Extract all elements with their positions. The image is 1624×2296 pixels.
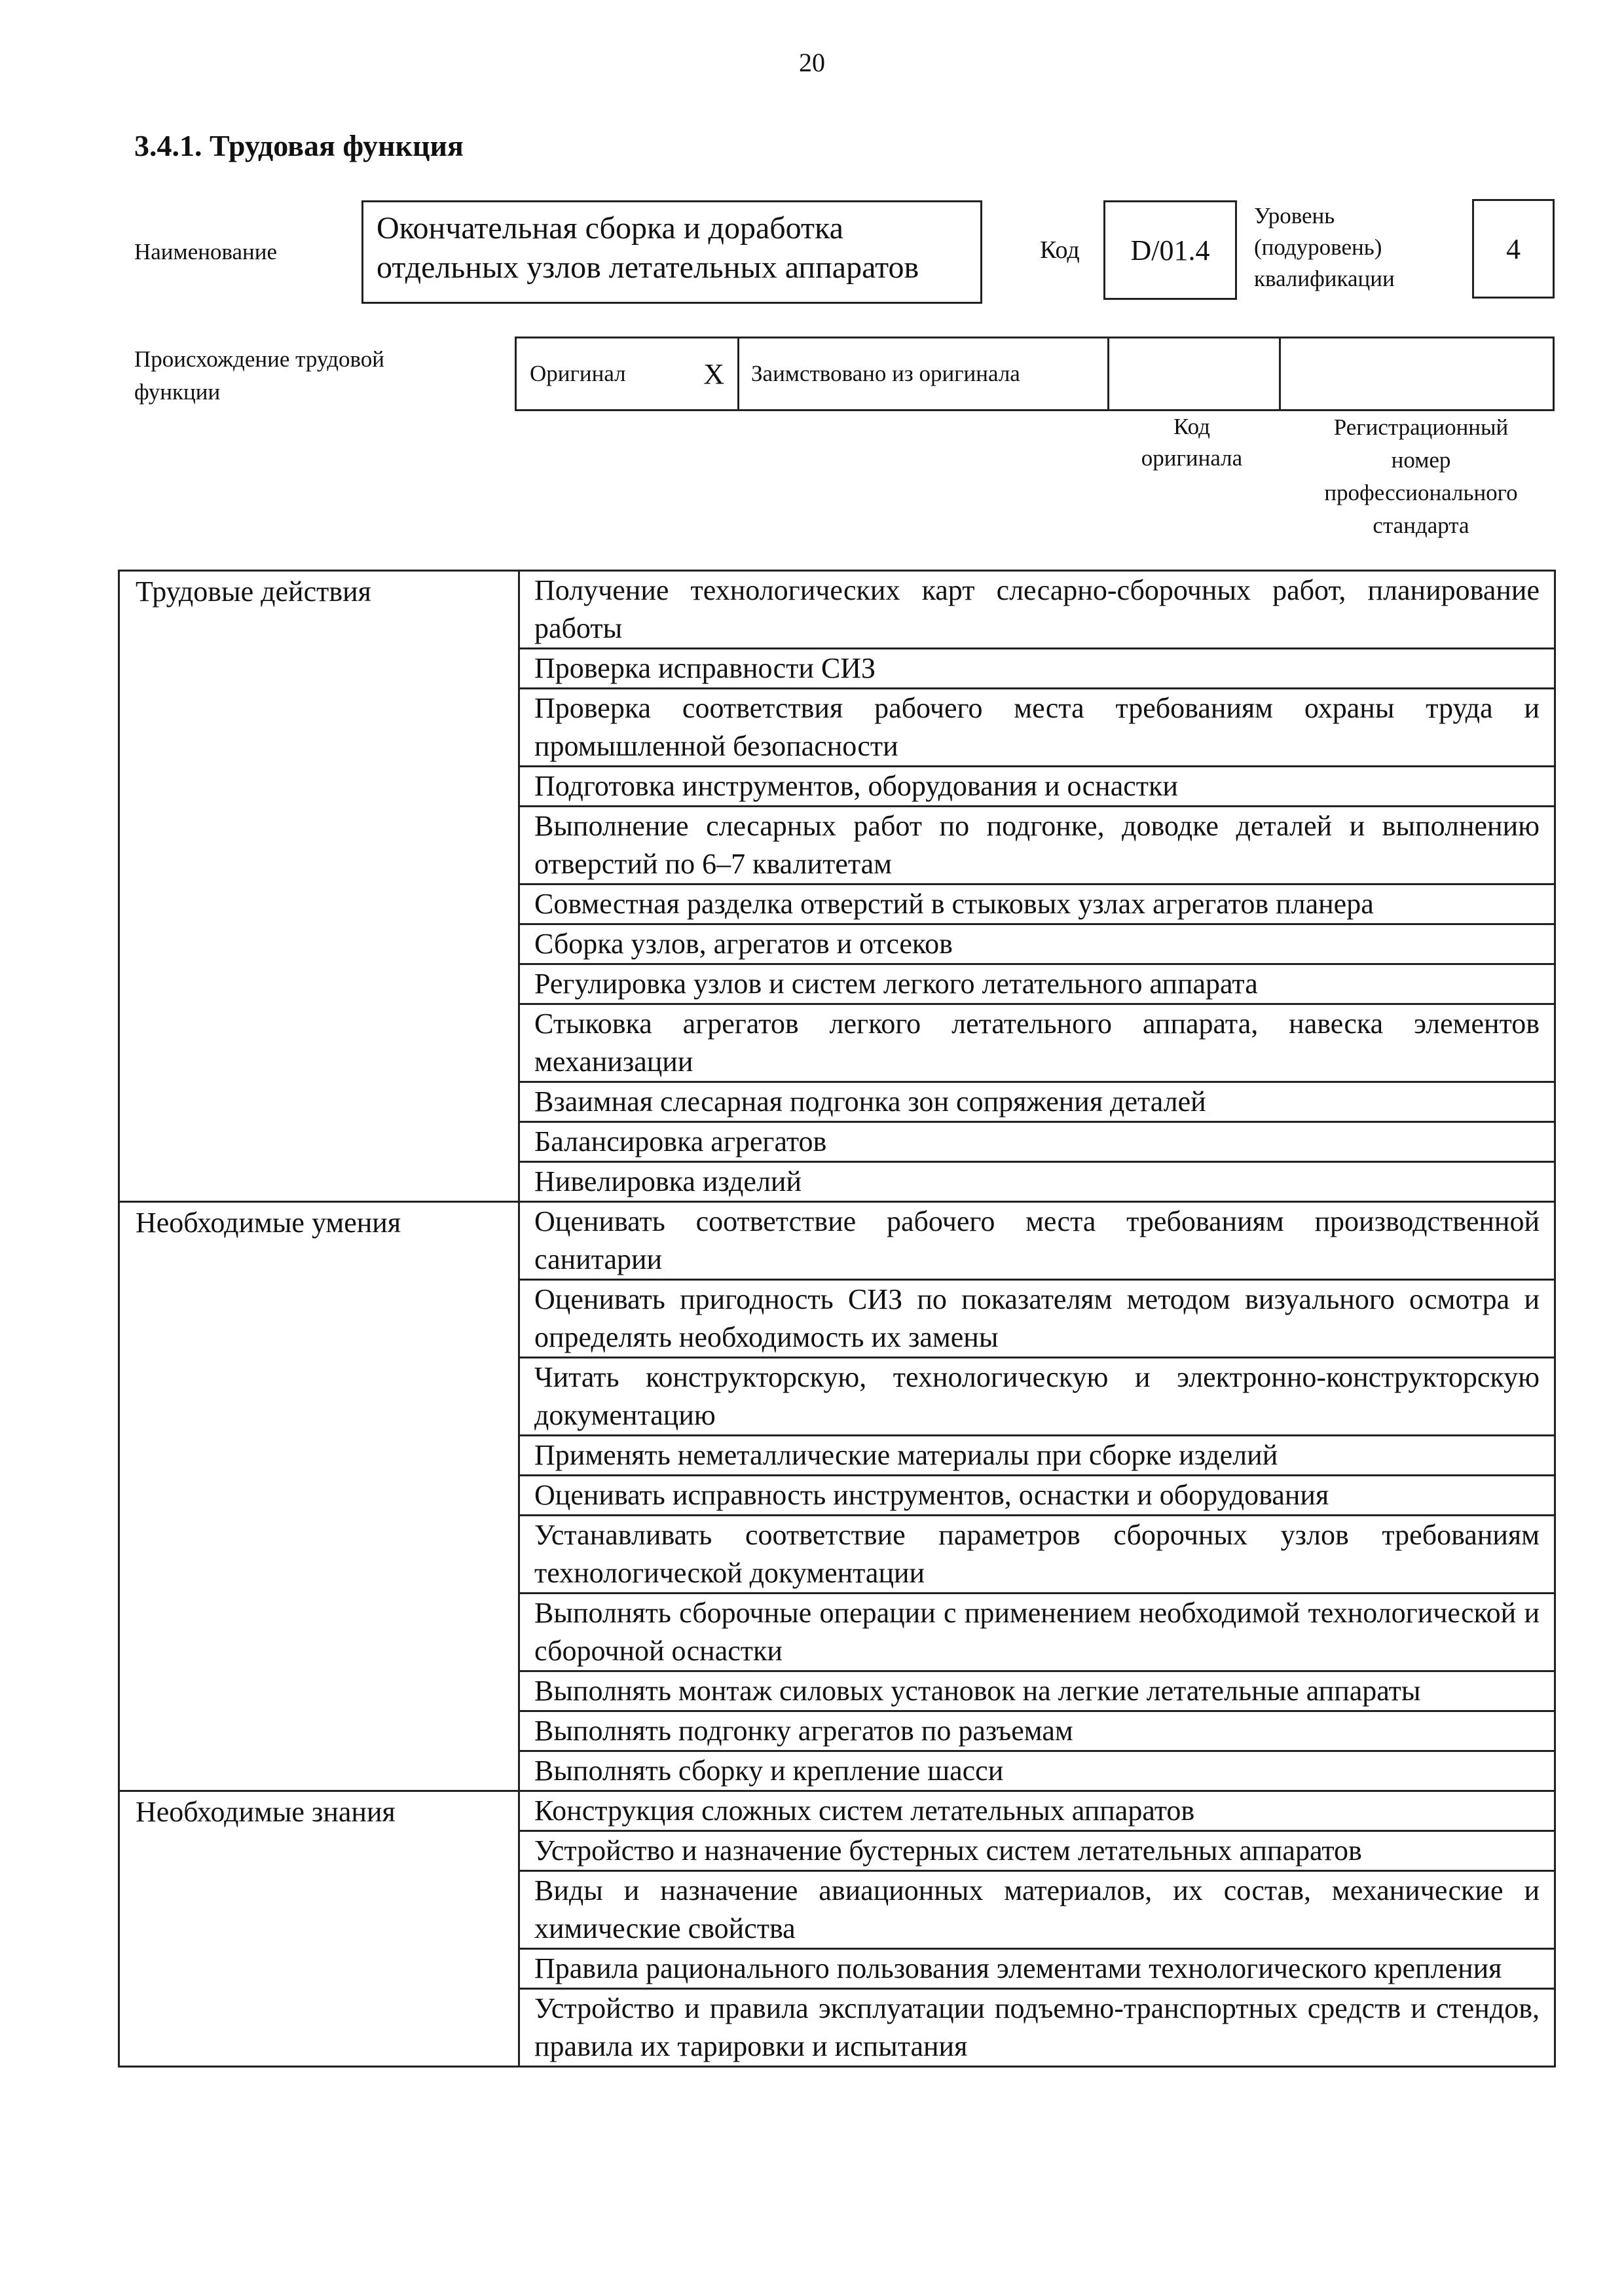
original-label: Оригинал (530, 361, 626, 386)
caption-line: Регистрационный (1333, 414, 1509, 440)
level-label-line: Уровень (1254, 203, 1335, 228)
origin-reg-cell (1281, 338, 1553, 409)
page-number: 20 (799, 48, 825, 77)
function-name-box (361, 200, 982, 304)
requirement-item: Оценивать пригодность СИЗ по показателям методом визуального осмотра и определять необходимость их замены (519, 1280, 1555, 1358)
original-mark: X (703, 357, 724, 390)
code-box (1103, 200, 1237, 300)
code-label: Код (1040, 236, 1080, 264)
level-box (1472, 199, 1555, 299)
origin-original-cell (517, 338, 739, 409)
requirement-item: Выполнять сборочные операции с применением необходимой технологической и сборочной оснастки (519, 1594, 1555, 1671)
level-label (1254, 200, 1395, 295)
level-label-line: квалификации (1254, 266, 1395, 291)
section-title-cell: Трудовые действия (119, 571, 519, 1202)
requirement-item: Проверка соответствия рабочего места требованиям охраны труда и промышленной безопасности (519, 689, 1555, 767)
origin-label-line: функции (134, 379, 221, 405)
borrowed-label: Заимствовано из оригинала (751, 361, 1020, 386)
requirement-item: Виды и назначение авиационных материалов, их состав, механические и химические свойства (519, 1871, 1555, 1949)
level-label-line: (подуровень) (1254, 234, 1382, 260)
requirement-item: Получение технологических карт слесарно-сборочных работ, планирование работы (519, 571, 1555, 649)
section-title-cell: Необходимые знания (119, 1791, 519, 2067)
origin-label-line: Происхождение трудовой (134, 346, 385, 372)
requirement-item: Применять неметаллические материалы при сборке изделий (519, 1436, 1555, 1476)
requirement-item: Читать конструкторскую, технологическую и электронно-конструкторскую документацию (519, 1358, 1555, 1436)
table-row (119, 1791, 1555, 1831)
requirement-item: Правила рационального пользования элементами технологического крепления (519, 1949, 1555, 1989)
requirements-table (118, 570, 1556, 2068)
requirement-item: Выполнять сборку и крепление шасси (519, 1751, 1555, 1791)
table-row (119, 1202, 1555, 1280)
requirement-item: Регулировка узлов и систем легкого летательного аппарата (519, 964, 1555, 1004)
origin-code-cell (1109, 338, 1281, 409)
origin-row (515, 337, 1555, 411)
requirement-item: Нивелировка изделий (519, 1162, 1555, 1202)
function-name-value: Окончательная сборка и доработка отдельных узлов летательных аппаратов (377, 211, 919, 285)
requirement-item: Оценивать соответствие рабочего места требованиям производственной санитарии (519, 1202, 1555, 1280)
caption-line: стандарта (1373, 513, 1469, 538)
requirement-item: Устройство и правила эксплуатации подъемно-транспортных средств и стендов, правила их тарировки и испытания (519, 1989, 1555, 2067)
requirement-item: Устанавливать соответствие параметров сборочных узлов требованиям технологической документации (519, 1516, 1555, 1594)
requirement-item: Выполнение слесарных работ по подгонке, доводке деталей и выполнению отверстий по 6–7 квалитетам (519, 807, 1555, 884)
requirement-item: Подготовка инструментов, оборудования и оснастки (519, 767, 1555, 807)
caption-line: Код (1173, 414, 1210, 439)
requirement-item: Балансировка агрегатов (519, 1122, 1555, 1162)
requirement-item: Конструкция сложных систем летательных аппаратов (519, 1791, 1555, 1831)
section-title: 3.4.1. Трудовая функция (134, 129, 464, 162)
caption-line: профессионального (1324, 480, 1518, 505)
section-title-cell: Необходимые умения (119, 1202, 519, 1791)
name-label: Наименование (134, 239, 278, 264)
requirement-item: Выполнять подгонку агрегатов по разъемам (519, 1711, 1555, 1751)
table-row (119, 571, 1555, 649)
requirement-item: Устройство и назначение бустерных систем летательных аппаратов (519, 1831, 1555, 1871)
requirement-item: Оценивать исправность инструментов, оснастки и оборудования (519, 1476, 1555, 1516)
requirement-item: Совместная разделка отверстий в стыковых узлах агрегатов планера (519, 884, 1555, 924)
requirement-item: Стыковка агрегатов легкого летательного аппарата, навеска элементов механизации (519, 1004, 1555, 1082)
origin-borrowed-cell (739, 338, 1109, 409)
code-value: D/01.4 (1130, 234, 1210, 266)
original-code-caption (1107, 411, 1277, 474)
requirement-item: Взаимная слесарная подгонка зон сопряжения деталей (519, 1082, 1555, 1122)
caption-line: номер (1391, 447, 1451, 473)
requirement-item: Проверка исправности СИЗ (519, 649, 1555, 689)
level-value: 4 (1506, 232, 1521, 265)
requirement-item: Выполнять монтаж силовых установок на легкие летательные аппараты (519, 1671, 1555, 1711)
origin-label (134, 343, 384, 409)
caption-line: оригинала (1141, 445, 1243, 471)
requirements-table-body (119, 571, 1555, 2067)
requirement-item: Сборка узлов, агрегатов и отсеков (519, 924, 1555, 964)
reg-number-caption (1287, 411, 1555, 542)
